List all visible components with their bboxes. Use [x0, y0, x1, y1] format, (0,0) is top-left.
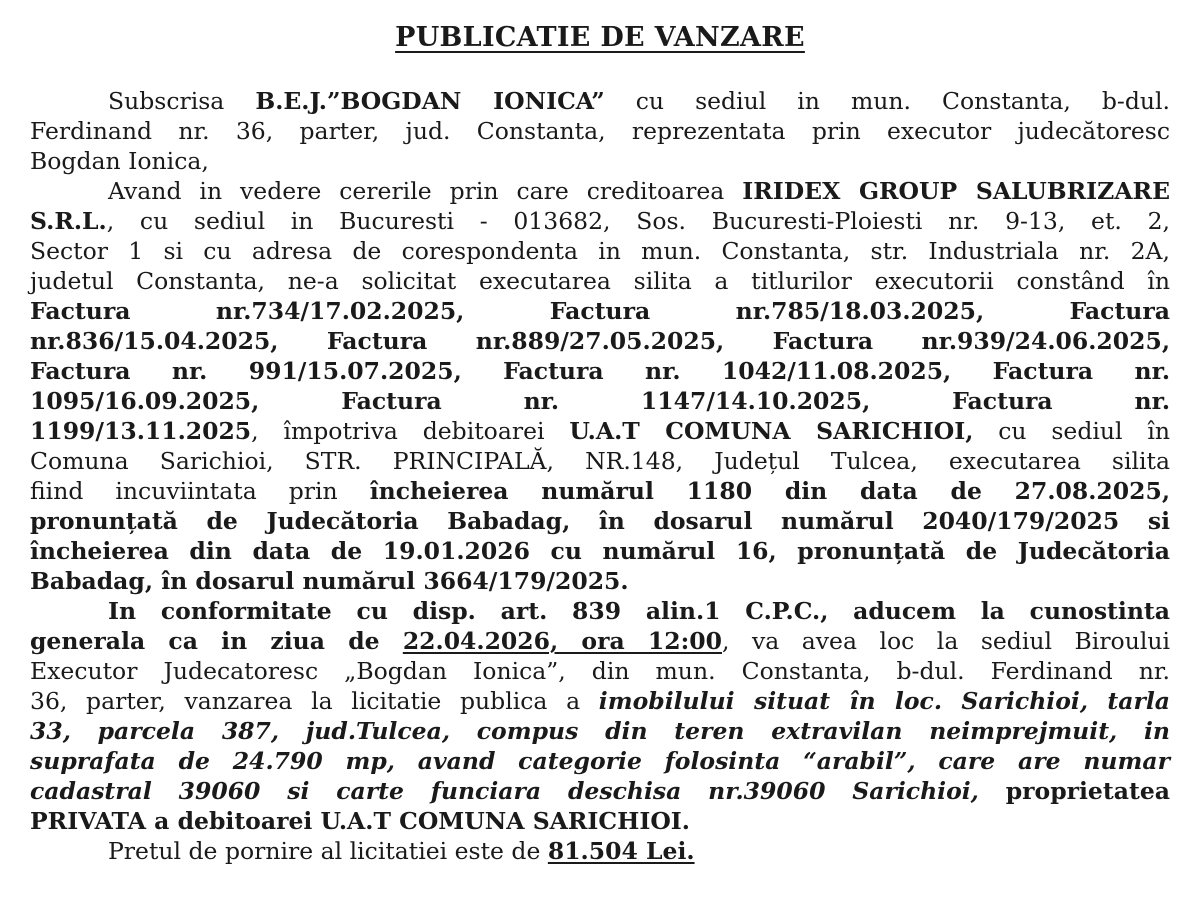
paragraph-2-line-9	[30, 416, 1170, 446]
court-decision: încheierea numărul 1180 din data de 27.08.2025,	[369, 477, 1170, 505]
paragraph-3-line-4	[30, 686, 1170, 716]
paragraph-2-line-14	[30, 566, 1170, 596]
debtor-name: U.A.T COMUNA SARICHIOI,	[569, 417, 974, 445]
paragraph-4-line-1	[30, 836, 1170, 866]
court-decision: încheierea din data de 19.01.2026 cu numărul 16, pronunțată de Judecătoria	[30, 537, 1170, 565]
paragraph-2-line-1	[30, 176, 1170, 206]
court-decision: pronunțată de Judecătoria Babadag, în dosarul numărul 2040/179/2025 si	[30, 507, 1170, 535]
text: , va avea loc la sediul Biroului	[721, 627, 1171, 655]
paragraph-2-line-13	[30, 536, 1170, 566]
auction-date: 22.04.2026, ora 12:00	[402, 627, 722, 655]
creditor-name: IRIDEX GROUP SALUBRIZARE	[742, 177, 1170, 205]
paragraph-2-line-4: judetul Constanta, ne-a solicitat executarea silita a titlurilor executorii constând în	[30, 267, 1170, 295]
paragraph-2-line-10: Comuna Sarichioi, STR. PRINCIPALĂ, NR.148, Județul Tulcea, executarea silita	[30, 447, 1170, 475]
paragraph-2-line-11	[30, 476, 1170, 506]
paragraph-3-line-2	[30, 626, 1170, 656]
court-decision: Babadag, în dosarul numărul 3664/179/2025.	[30, 567, 629, 595]
text: fiind incuviintata prin	[30, 477, 370, 505]
legal-basis: In conformitate cu disp. art. 839 alin.1 C.P.C., aducem la cunostinta	[108, 597, 1170, 625]
property-description: 33, parcela 387, jud.Tulcea, compus din teren extravilan neimprejmuit, in	[30, 717, 1170, 745]
invoices: 1095/16.09.2025, Factura nr. 1147/14.10.2025, Factura nr.	[30, 387, 1170, 415]
invoices: nr.836/15.04.2025, Factura nr.889/27.05.2025, Factura nr.939/24.06.2025,	[30, 327, 1170, 355]
paragraph-3-line-3: Executor Judecatoresc „Bogdan Ionica”, din mun. Constanta, b-dul. Ferdinand nr.	[30, 657, 1170, 685]
text: 36, parter, vanzarea la licitatie publica a	[30, 687, 599, 715]
paragraph-2-line-2	[30, 206, 1170, 236]
creditor-name-suffix: S.R.L.	[30, 207, 107, 235]
invoices: Factura nr. 991/15.07.2025, Factura nr. 1042/11.08.2025, Factura nr.	[30, 357, 1170, 385]
paragraph-3-line-5	[30, 716, 1170, 746]
starting-price: 81.504 Lei.	[547, 837, 695, 865]
property-description: suprafata de 24.790 mp, avand categorie folosinta “arabil”, care are numar	[30, 747, 1170, 775]
paragraph-1-line-3: Bogdan Ionica,	[30, 147, 209, 175]
paragraph-2-line-3: Sector 1 si cu adresa de corespondenta in mun. Constanta, str. Industriala nr. 2A,	[30, 237, 1170, 265]
text: Pretul de pornire al licitatiei este de	[108, 837, 548, 865]
executor-firm-name: B.E.J.”BOGDAN IONICA”	[255, 87, 605, 115]
paragraph-3-line-7	[30, 776, 1170, 806]
invoices: 1199/13.11.2025	[30, 417, 252, 445]
paragraph-3-line-6	[30, 746, 1170, 776]
paragraph-1-line-1	[30, 86, 1170, 116]
invoice-list-line-2	[30, 326, 1170, 356]
invoice-list-line-1	[30, 296, 1170, 326]
property-owner: PRIVATA a debitoarei U.A.T COMUNA SARICHIOI.	[30, 807, 690, 835]
invoice-list-line-4	[30, 386, 1170, 416]
text: cu sediul in mun. Constanta, b-dul.	[604, 87, 1170, 115]
text: proprietatea	[978, 777, 1170, 805]
paragraph-3-line-8	[30, 806, 1170, 836]
property-description: cadastral 39060 si carte funciara deschisa nr.39060 Sarichioi,	[30, 777, 979, 805]
invoice-list-line-3	[30, 356, 1170, 386]
paragraph-1-line-2: Ferdinand nr. 36, parter, jud. Constanta, reprezentata prin executor judecătoresc	[30, 117, 1170, 145]
text: Subscrisa	[108, 87, 256, 115]
text: , împotriva debitoarei	[251, 417, 570, 445]
paragraph-3-line-1	[30, 596, 1170, 626]
document-title: PUBLICATIE DE VANZARE	[395, 22, 805, 53]
property-description: imobilului situat în loc. Sarichioi, tarla	[598, 687, 1170, 715]
text: cu sediul în	[973, 417, 1170, 445]
text: Avand in vedere cererile prin care creditoarea	[108, 177, 743, 205]
text: , cu sediul in Bucuresti - 013682, Sos. Bucuresti-Ploiesti nr. 9-13, et. 2,	[106, 207, 1170, 235]
document-body	[30, 86, 1170, 866]
invoices: Factura nr.734/17.02.2025, Factura nr.785/18.03.2025, Factura	[30, 297, 1170, 325]
paragraph-2-line-12	[30, 506, 1170, 536]
legal-basis: generala ca in ziua de	[30, 627, 403, 655]
